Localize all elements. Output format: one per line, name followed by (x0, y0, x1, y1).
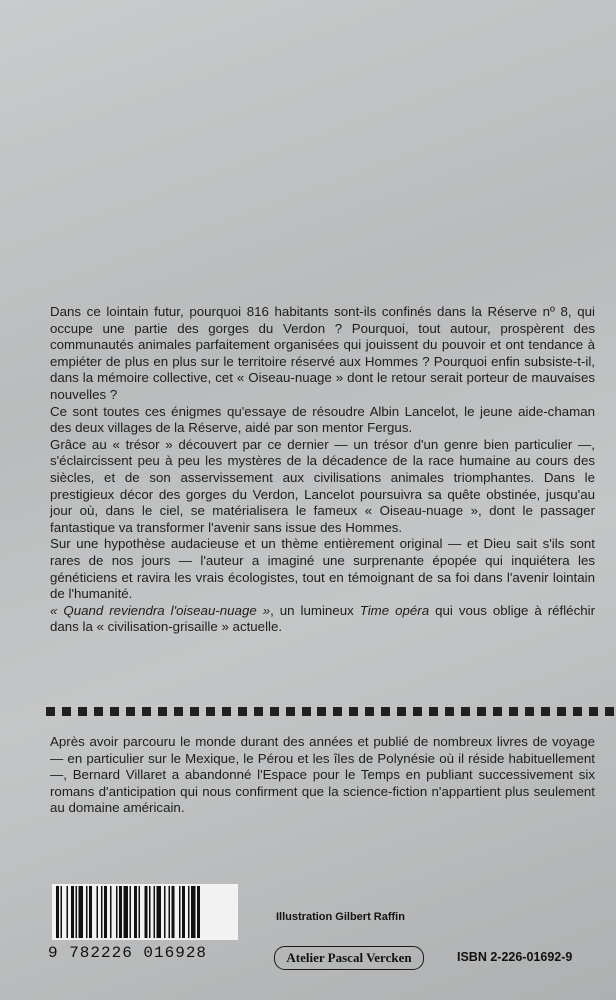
publisher-logo: Atelier Pascal Vercken (274, 946, 424, 970)
barcode-digits: 9 782226 016928 (48, 944, 208, 962)
divider-dash (270, 707, 279, 716)
divider-dash (62, 707, 71, 716)
barcode-bar (191, 886, 196, 938)
divider-dash (605, 707, 614, 716)
isbn: ISBN 2-226-01692-9 (457, 950, 573, 964)
divider-dash (509, 707, 518, 716)
divider-dash (333, 707, 342, 716)
barcode-bar (149, 886, 151, 938)
divider-dash (493, 707, 502, 716)
barcode-bar (97, 886, 99, 938)
divider-dash (573, 707, 582, 716)
divider-dash (190, 707, 199, 716)
barcode-bar (116, 886, 118, 938)
divider-dash (525, 707, 534, 716)
barcode-bar (197, 886, 200, 938)
barcode-bar (76, 886, 78, 938)
barcode-bar (56, 886, 59, 938)
barcode (52, 884, 238, 940)
divider-dash (589, 707, 598, 716)
dashed-divider (46, 707, 614, 719)
blurb-paragraph-1: Dans ce lointain futur, pourquoi 816 habitants sont-ils confinés dans la Réserve nº 8, qui occupe une partie des gorges du Verdon ? Pourquoi, tout autour, prospèrent des communautés animales parfaitement organisées qui jouissent du pouvoir et ont tendance à empiéter de plus en plus sur le territoire réservé aux Hommes ? Pourquoi enfin subsiste-t-il, dans la mémoire collective, cet « Oiseau-nuage » dont le retour serait porteur de mauvaises nouvelles ? (50, 304, 595, 402)
genre-name: Time opéra (359, 602, 430, 618)
barcode-bar (179, 886, 181, 938)
barcode-bar (157, 886, 162, 938)
book-title-quote: « Quand reviendra l'oiseau-nuage » (50, 602, 271, 618)
author-bio: Après avoir parcouru le monde durant des années et publié de nombreux livres de voyage — en particulier sur le Mexique, le Pérou et les îles de Polynésie où il réside habituellement —, Bernard Villaret a abandonné l'Espace pour le Temps en publiant successivement six romans d'anticipation qui nous confirment que la science-fiction n'appartient plus seulement au domaine américain. (50, 734, 595, 816)
barcode-bar (110, 886, 112, 938)
divider-dash (302, 707, 311, 716)
barcode-bar (134, 886, 137, 938)
divider-dash (78, 707, 87, 716)
divider-dash (381, 707, 390, 716)
divider-dash (397, 707, 406, 716)
blurb-p5-end: qui vous oblige à réfléchir dans la « civilisation-grisaille » actuelle. (50, 602, 595, 635)
divider-dash (429, 707, 438, 716)
blurb (50, 304, 595, 636)
divider-dash (254, 707, 263, 716)
barcode-bar (139, 886, 141, 938)
barcode-bar (104, 886, 107, 938)
divider-dash (365, 707, 374, 716)
barcode-bar (79, 886, 84, 938)
divider-dash (317, 707, 326, 716)
divider-dash (46, 707, 55, 716)
divider-dash (94, 707, 103, 716)
blurb-paragraph-4: Sur une hypothèse audacieuse et un thème entièrement original — et Dieu sait s'ils sont rares de nos jours — l'auteur a imaginé une surprenante épopée qui inquiétera les généticiens et ravira les vrais écologistes, tout en témoignant de sa foi dans l'avenir lointain de l'humanité. (50, 536, 595, 602)
divider-dash (238, 707, 247, 716)
illustration-credit: Illustration Gilbert Raffin (276, 911, 405, 923)
barcode-graphic (52, 884, 238, 940)
divider-dash (541, 707, 550, 716)
barcode-bar (71, 886, 74, 938)
blurb-p5-mid: , un lumineux (270, 602, 360, 618)
divider-dash (110, 707, 119, 716)
divider-dash (557, 707, 566, 716)
divider-dash (349, 707, 358, 716)
divider-dash (445, 707, 454, 716)
blurb-paragraph-2: Ce sont toutes ces énigmes qu'essaye de résoudre Albin Lancelot, le jeune aide-chaman des deux villages de la Réserve, aidé par son mentor Fergus. (50, 403, 595, 436)
barcode-bar (188, 886, 190, 938)
divider-dash (174, 707, 183, 716)
divider-dash (222, 707, 231, 716)
blurb-paragraph-5 (50, 603, 595, 636)
divider-dash (126, 707, 135, 716)
blurb-paragraph-3: Grâce au « trésor » découvert par ce dernier — un trésor d'un genre bien particulier —, s'éclaircissent peu à peu les mystères de la décadence de la race humaine au cours des siècles, et de son asservissement aux civilisations animales triomphantes. Dans le prestigieux décor des gorges du Verdon, Lancelot poursuivra sa quête obstinée, jusqu'au jour où, dans le ciel, se matérialisera le fameux « Oiseau-nuage », dont le passager fantastique va transformer l'avenir sans issue des Hommes. (50, 436, 595, 535)
barcode-bar (67, 886, 69, 938)
divider-dash (286, 707, 295, 716)
barcode-bar (119, 886, 122, 938)
barcode-bar (101, 886, 103, 938)
barcode-bar (145, 886, 148, 938)
divider-dash (413, 707, 422, 716)
barcode-bar (130, 886, 132, 938)
barcode-bar (169, 886, 171, 938)
barcode-bar (89, 886, 92, 938)
barcode-bar (172, 886, 175, 938)
divider-dash (461, 707, 470, 716)
barcode-bar (61, 886, 63, 938)
barcode-bar (124, 886, 129, 938)
barcode-bar (154, 886, 156, 938)
divider-dash (158, 707, 167, 716)
barcode-bar (182, 886, 185, 938)
barcode-bar (86, 886, 88, 938)
divider-dash (477, 707, 486, 716)
barcode-bar (164, 886, 166, 938)
divider-dash (142, 707, 151, 716)
divider-dash (206, 707, 215, 716)
